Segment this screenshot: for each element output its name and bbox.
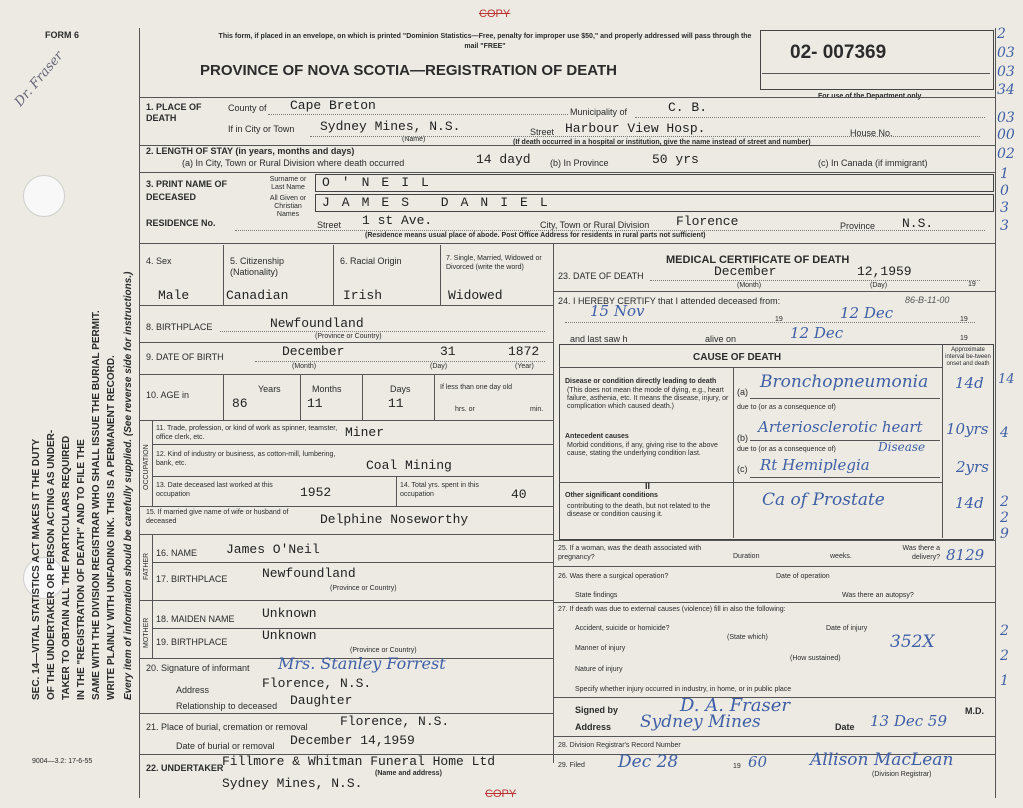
municipality-label: Municipality of xyxy=(570,107,628,117)
residence-street: 1 st Ave. xyxy=(362,213,433,228)
trade-value: Miner xyxy=(345,425,385,440)
given-names-value: JAMES DANIEL xyxy=(322,195,560,210)
side-instruction-1: SEC. 14—VITAL STATISTICS ACT MAKES IT THE DUTY xyxy=(31,438,42,700)
margin-code: 2 xyxy=(997,26,1006,42)
cause-c-value: Rt Hemiplegia xyxy=(760,456,870,474)
last-worked-value: 1952 xyxy=(300,485,332,500)
margin-code: 2 xyxy=(1000,510,1009,526)
margin-code: 0 xyxy=(1000,183,1009,199)
burial-place: Florence, N.S. xyxy=(340,714,450,729)
occupation-side-label: OCCUPATION xyxy=(143,444,150,490)
side-instruction-5: SAME WITH THE DIVISION REGISTRAR WHO SHALL ISSUE THE BURIAL PERMIT. xyxy=(91,310,102,700)
undertaker-city: Sydney Mines, N.S. xyxy=(222,776,363,791)
cause-c-interval: 2yrs xyxy=(956,458,989,476)
attended-to: 12 Dec xyxy=(840,304,894,322)
other-conditions-interval: 14d xyxy=(955,494,984,512)
county-label: County of xyxy=(228,103,267,113)
margin-code: 2 xyxy=(1000,648,1009,664)
street-label: Street xyxy=(530,127,555,137)
dept-use-caption: For use of the Department only xyxy=(818,93,922,100)
margin-code: 2 xyxy=(1000,494,1009,510)
birthplace-value: Newfoundland xyxy=(270,316,364,331)
cause-a-value: Bronchopneumonia xyxy=(760,372,929,392)
mother-birthplace-value: Unknown xyxy=(262,628,317,643)
hospital-note: (If death occurred in a hospital or institution, give the name instead of street and number) xyxy=(513,139,811,146)
total-years-value: 40 xyxy=(511,487,527,502)
margin-code: 34 xyxy=(997,82,1015,98)
residence-province: N.S. xyxy=(902,216,934,231)
age-years: 86 xyxy=(232,396,248,411)
mail-notice: This form, if placed in an envelope, on which is printed "Dominion Statistics—Free, penalty for improper use $50," and properly addressed will pass through the mail "FREE" xyxy=(218,33,752,50)
mother-maiden-value: Unknown xyxy=(262,606,317,621)
racial-origin-value: Irish xyxy=(343,288,383,303)
surname-value: O'NEIL xyxy=(322,175,441,190)
cause-b-value: Arteriosclerotic heart xyxy=(758,418,923,436)
margin-code: 03 xyxy=(997,45,1015,61)
house-label: House No. xyxy=(850,128,893,138)
dob-day: 31 xyxy=(440,344,456,359)
father-birthplace-value: Newfoundland xyxy=(262,566,356,581)
physician-signature: D. A. Fraser xyxy=(680,695,790,716)
dob-year: 1872 xyxy=(508,344,540,359)
industry-value: Coal Mining xyxy=(366,458,452,473)
municipality-value: C. B. xyxy=(668,100,708,115)
dob-month: December xyxy=(282,344,345,359)
physician-address: Sydney Mines xyxy=(640,712,761,732)
copy-stamp-bottom: COPY xyxy=(485,788,517,800)
stay-province-value: 50 yrs xyxy=(652,152,699,167)
margin-code: 02 xyxy=(997,146,1015,162)
side-instruction-7: Every item of information should be carefully supplied. (See reverse side for instructions.) xyxy=(123,271,134,700)
county-value: Cape Breton xyxy=(290,98,376,113)
informant-relation: Daughter xyxy=(290,693,353,708)
form-left-border xyxy=(139,28,140,798)
margin-code: 1 xyxy=(1000,673,1009,689)
spouse-value: Delphine Noseworthy xyxy=(320,512,469,527)
medical-certificate-title: MEDICAL CERTIFICATE OF DEATH xyxy=(666,254,850,266)
length-of-stay-label: 2. LENGTH OF STAY (in years, months and days) xyxy=(146,146,355,156)
print-name-label: 3. PRINT NAME OF DECEASED xyxy=(146,179,228,202)
physician-date: 13 Dec 59 xyxy=(870,712,948,730)
margin-handwriting: Dr. Fraser xyxy=(12,48,67,110)
side-instruction-4: IN THE "REGISTRATION OF DEATH" AND TO FILE THE xyxy=(76,439,87,700)
margin-code: 14 xyxy=(998,372,1015,387)
side-instruction-2: OF THE UNDERTAKER OR PERSON ACTING AS UNDER- xyxy=(46,429,57,700)
dod-day-year: 12,1959 xyxy=(857,264,912,279)
informant-address: Florence, N.S. xyxy=(262,676,372,691)
last-saw-date: 12 Dec xyxy=(790,324,844,342)
form-right-border xyxy=(995,28,996,798)
handwritten-reference: 86-B-11-00 xyxy=(905,295,950,305)
cause-b-interval: 10yrs xyxy=(946,420,989,438)
margin-code: 1 xyxy=(1000,166,1009,182)
side-instruction-3: TAKER TO OBTAIN ALL THE PARTICULARS REQUIRED xyxy=(61,435,72,700)
other-conditions-value: Ca of Prostate xyxy=(762,490,885,510)
citizenship-value: Canadian xyxy=(226,288,289,303)
cause-a-interval: 14d xyxy=(955,374,984,392)
age-months: 11 xyxy=(307,396,323,411)
stay-city-value: 14 dayd xyxy=(476,152,531,167)
residence-city: Florence xyxy=(676,214,739,229)
injury-annotation: 352X xyxy=(890,632,935,652)
dod-month: December xyxy=(714,264,777,279)
margin-code: 03 xyxy=(997,64,1015,80)
street-value: Harbour View Hosp. xyxy=(565,121,706,136)
residence-label: RESIDENCE No. xyxy=(146,218,216,228)
margin-code: 3 xyxy=(1000,200,1009,216)
footer-code: 9004—3.2: 17-6-55 xyxy=(32,758,93,765)
punch-hole-top xyxy=(23,175,65,217)
margin-code: 2 xyxy=(1000,623,1009,639)
form-title: PROVINCE OF NOVA SCOTIA—REGISTRATION OF DEATH xyxy=(200,62,617,79)
margin-code: 9 xyxy=(1000,526,1009,542)
filed-date: Dec 28 xyxy=(618,752,679,772)
attended-from: 15 Nov xyxy=(590,302,645,320)
marital-status-value: Widowed xyxy=(448,288,503,303)
death-registration-form: FORM 6 Dr. Fraser SEC. 14—VITAL STATISTICS ACT MAKES IT THE DUTY OF THE UNDERTAKER OR PERSON ACTING AS UNDER- TAKER TO OBTAIN ALL THE PARTICULARS REQUIRED IN THE "REGISTRATION OF DEATH" AND TO FILE THE SAME WITH THE DIVISION REGISTRAR WHO SHALL ISSUE THE BURIAL PERMIT. WRITE PLAINLY WITH UNFADING INK. THIS IS A PERMANENT RECORD. Every item of information should be carefully supplied. (See reverse side for instructions.) 9004—3.2: 17-6-55 COPY This form, if placed in an envelope, on which is printed "Dominion Statistics—Free, penalty for improper use $50," and properly addressed will pass through the mail "FREE" PROVINCE OF NOVA SCOTIA—REGISTRATION OF DEATH 02- 007369 For use of the Department only 2 03 03 34 03 00 02 1 0 3 3 14 4 2 2 9 2 2 1 1. PLACE OF DEATH County of Cape Breton Municipality of C. B. If in City or Town Sydney Mines, N.S. (Name) Street Harbour View Hosp. House No. (If death occurred in a hospital or institution, give the name instead of street and number) 2. LENGTH OF STAY (in years, months and days) (a) In City, Town or Rural Division where death occurred 14 dayd (b) In Province 50 yrs (c) In Canada (if immigrant) 3. PRINT NAME OF DECEASED Surname or Last Name O'NEIL All Given or Christian Names JAMES DANIEL RESIDENCE No. Street 1 st Ave. City, Town or Rural Division Florence Province N.S. (Residence means usual place of abode. Post Office Address for residents in rural parts not sufficient) 4. Sex 5. Citizenship (Nationality) 6. Racial Origin 7. Single, Married, Widowed or Divorced (write the word) Male Canadian Irish Widowed 8. BIRTHPLACE Newfoundland (Province or Country) 9. DATE OF BIRTH December 31 1872 (Month) (Day) (Year) 10. AGE in Years 86 Months 11 Days 11 If less than one day old hrs. or min. OCCUPATION 11. Trade, profession, or kind of work as spinner, teamster, office clerk, etc. Miner 12. Kind of industry or business, as cotton-mill, lumbering, bank, etc. Coal Mining 13. Date deceased last worked at this occupation 1952 14. Total yrs. spent in this occupation 40 15. If married give name of wife or husband of deceased Delphine Noseworthy FATHER 16. NAME James O'Neil 17. BIRTHPLACE Newfoundland (Province or Country) MOTHER 18. MAIDEN NAME Unknown 19. BIRTHPLACE Unknown (Province or Country) 20. Signature of informant Mrs. Stanley Forrest Address Florence, N.S. Relationship to deceased Daughter 21. Place of burial, cremation or removal Florence, N.S. Date of burial or removal December 14,1959 22. UNDERTAKER Fillmore & Whitman Funeral Home Ltd (Name and address) Sydney Mines, N.S. COPY MEDICAL CERTIFICATE OF DEATH 23. DATE OF DEATH December 12,1959 (Month) (Day) 19 24. I HEREBY CERTIFY that I attended deceased from: 86-B-11-00 15 Nov 12 Dec 19 19 and last saw h alive on 12 Dec 19 CAUSE OF DEATH Approximate interval be-tween onset and death Disease or condition directly leading to death (This does not mean the mode of dying, e.g., heart failure, asthenia, etc. It means the disease, injury, or complication which caused death.) (a) Bronchopneumonia 14d due to (or as a consequence of) Antecedent causes Morbid conditions, if any, giving rise to the above cause, stating the underlying condition last. (b) Arteriosclerotic heart 10yrs due to (or as a consequence of) Disease (c) Rt Hemiplegia 2yrs II Other significant conditions contributing to the death, but not related to the disease or condition causing it. Ca of Prostate 14d 25. If a woman, was the death associated with pregnancy? Duration weeks. Was there a delivery? 8129 26. Was there a surgical operation? Date of operation State findings Was there an autopsy? 27. If death was due to external causes (violence) fill in also the following: Accident, suicide or homicide? (State which) Date of injury 352X Manner of injury (How sustained) Nature of injury Specify whether injury occurred in industry, in home, or in public place Signed by D. A. Fraser M.D. Address Sydney Mines Date 13 Dec 59 28. Division Registrar's Record Number 29. Filed Dec 28 19 60 Allison MacLean (Division Registrar) xyxy=(0,0,1023,808)
margin-code: 03 xyxy=(997,110,1015,126)
sex-value: Male xyxy=(158,288,190,303)
informant-signature: Mrs. Stanley Forrest xyxy=(278,654,446,673)
father-name-value: James O'Neil xyxy=(226,542,320,557)
age-days: 11 xyxy=(388,396,404,411)
undertaker-value: Fillmore & Whitman Funeral Home Ltd xyxy=(222,754,496,769)
side-instruction-6: WRITE PLAINLY WITH UNFADING INK. THIS IS A PERMANENT RECORD. xyxy=(106,355,117,700)
margin-code: 3 xyxy=(1000,218,1009,234)
city-value: Sydney Mines, N.S. xyxy=(320,119,461,134)
margin-code: 4 xyxy=(1000,425,1009,441)
city-label: If in City or Town xyxy=(228,124,295,134)
copy-stamp-top: COPY xyxy=(479,8,511,20)
place-of-death-label: 1. PLACE OF DEATH xyxy=(146,102,202,123)
residence-note: (Residence means usual place of abode. Post Office Address for residents in rural parts not sufficient) xyxy=(365,232,706,239)
margin-code: 00 xyxy=(997,127,1015,143)
registrar-signature: Allison MacLean xyxy=(810,750,954,770)
form-number: FORM 6 xyxy=(45,30,80,40)
reg-number: 02- 007369 xyxy=(790,42,887,63)
cause-of-death-title: CAUSE OF DEATH xyxy=(693,352,782,363)
burial-date: December 14,1959 xyxy=(290,733,415,748)
